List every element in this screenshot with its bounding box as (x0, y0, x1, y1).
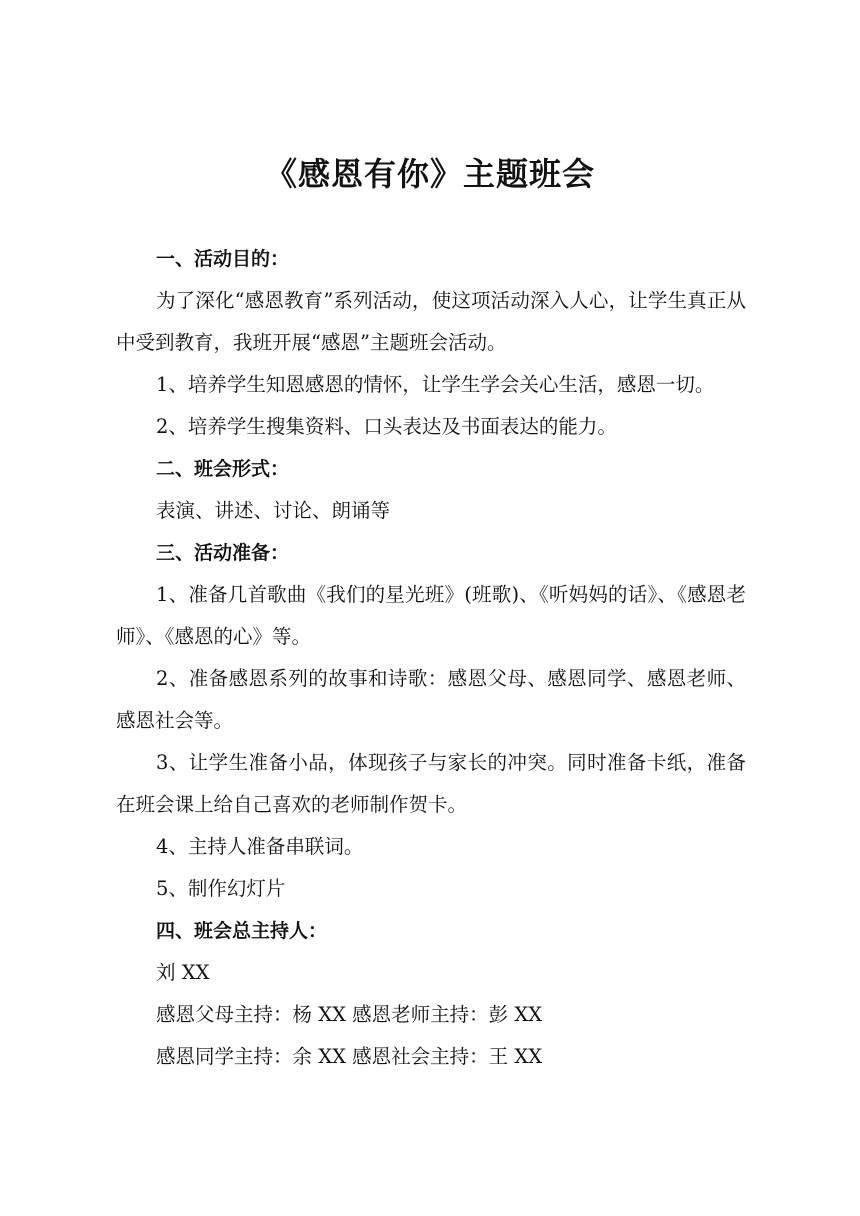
purpose-item-2: 2、培养学生搜集资料、口头表达及书面表达的能力。 (156, 415, 617, 438)
purpose-item-1: 1、培养学生知恩感恩的情怀，让学生学会关心生活，感恩一切。 (156, 373, 715, 396)
section-heading-hosts: 四、班会总主持人： (156, 920, 328, 942)
preparation-item-4: 4、主持人准备串联词。 (156, 835, 364, 858)
format-paragraph: 表演、讲述、讨论、朗诵等 (156, 499, 391, 522)
preparation-item-3: 3、让学生准备小品，体现孩子与家长的冲突。同时准备卡纸，准备在班会课上给自己喜欢的老师制作贺卡。 (116, 751, 746, 816)
document-body (116, 238, 746, 1078)
purpose-intro-paragraph: 为了深化“感恩教育”系列活动，使这项活动深入人心，让学生真正从中受到教育，我班开展“感恩”主题班会活动。 (116, 289, 746, 354)
section-heading-purpose: 一、活动目的： (156, 248, 290, 270)
preparation-item-2: 2、准备感恩系列的故事和诗歌：感恩父母、感恩同学、感恩老师、感恩社会等。 (116, 667, 746, 732)
preparation-item-5: 5、制作幻灯片 (156, 877, 286, 900)
host-line-1: 感恩父母主持：杨 XX 感恩老师主持：彭 XX (156, 1003, 543, 1026)
section-heading-format: 二、班会形式： (156, 458, 290, 480)
host-main: 刘 XX (156, 961, 210, 984)
preparation-item-1: 1、准备几首歌曲《我们的星光班》(班歌)、《听妈妈的话》、《感恩老师》、《感恩的心》等。 (116, 583, 746, 648)
document-title: 《感恩有你》主题班会 (264, 155, 595, 193)
section-heading-preparation: 三、活动准备： (156, 542, 290, 564)
host-line-2: 感恩同学主持：余 XX 感恩社会主持：王 XX (156, 1045, 543, 1068)
